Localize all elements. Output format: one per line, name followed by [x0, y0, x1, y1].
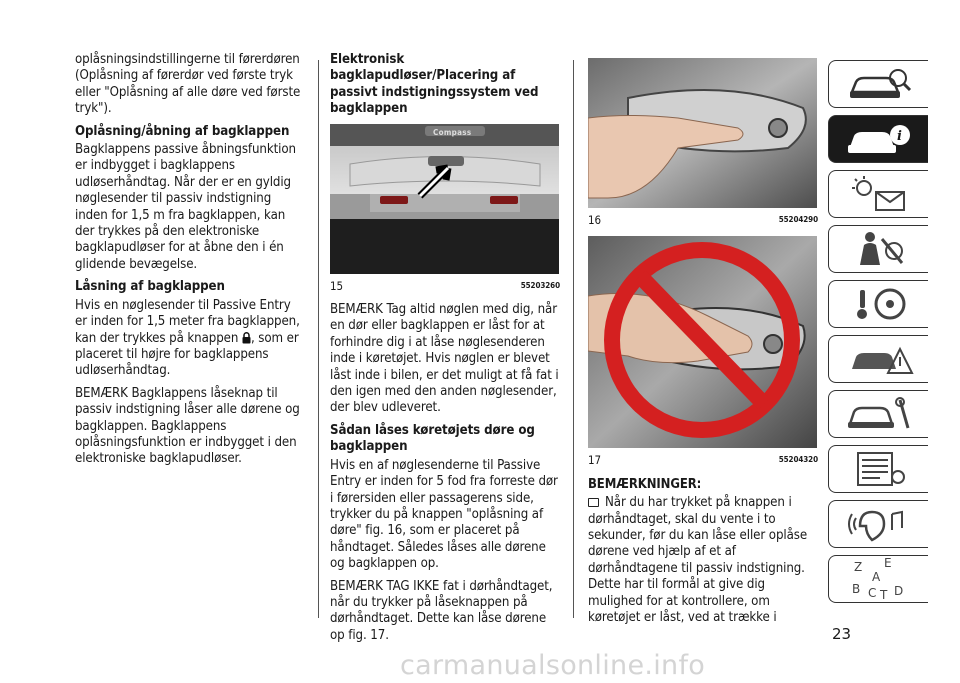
figure-16-caption — [588, 212, 818, 228]
watermark: carmanualsonline.info — [400, 650, 706, 681]
figure-code: 55204290 — [778, 215, 818, 224]
figure-17-caption — [588, 452, 818, 468]
bullet-icon — [588, 498, 599, 507]
car-info-icon — [844, 119, 914, 159]
multimedia-icon — [844, 504, 914, 544]
column-divider — [573, 60, 574, 618]
warning-lights-icon — [844, 174, 914, 214]
text-column-1 — [75, 52, 303, 474]
svg-text:A: A — [871, 570, 880, 584]
note-paragraph: BEMÆRK TAG IKKE fat i dørhåndtaget, når du trykker på låseknappen på dørhåndtaget. Dette kan låse dørene op fig. 17. — [330, 578, 553, 643]
svg-text:i: i — [896, 129, 902, 144]
text-column-3 — [588, 58, 818, 632]
paragraph: oplåsningsindstillingerne til førerdøren (Oplåsning af førerdør ved første tryk eller "Oplåsning af alle døre ved første tryk"). — [75, 52, 301, 117]
emergency-icon — [844, 339, 914, 379]
section-heading-tailgate-unlock: Oplåsning/åbning af bagklappen — [75, 123, 290, 139]
paragraph: Hvis en af nøglesenderne til Passive Entry er inden for 5 fod fra forreste dør i førersiden eller passagerens side, trykker du på knappen "oplåsning af døre" fig. 16, som er placeret på håndtaget. Således låses alle dørene og bagklappen op. — [330, 457, 558, 572]
text-span: Hvis en nøglesender til Passive Entry er inden for 1,5 meter fra bagklappen, kan der trykkes på knappen — [75, 297, 300, 346]
vehicle-badge: Compass — [433, 127, 472, 137]
tailgate-illustration — [330, 124, 559, 274]
svg-text:T: T — [879, 588, 887, 601]
text-span: Når du har trykket på knappen i dørhåndtaget, skal du vente i to sekunder, før du kan låse eller oplåse dørene ved hjælp af et af dørhåndtagene til passiv indstigning. Dette har til formål at give dig mulighed for at kontrollere, om køretøjet er låst, ved at trække i — [588, 495, 808, 626]
figure-15-caption — [330, 278, 560, 294]
tab-technical-data[interactable] — [828, 445, 928, 493]
column-divider — [318, 60, 319, 618]
figure-16-door-handle-image — [588, 58, 817, 208]
safety-icon — [844, 229, 914, 269]
driving-icon — [844, 284, 914, 324]
text-column-2 — [330, 52, 560, 650]
figure-code: 55203260 — [520, 280, 560, 290]
section-heading-tailgate-lock: Låsning af bagklappen — [75, 279, 225, 295]
tab-car-overview[interactable] — [828, 60, 928, 108]
svg-text:D: D — [893, 584, 903, 598]
paragraph: Bagklappens passive åbningsfunktion er indbygget i bagklappens udløserhåndtag. Når der er en gyldig nøglesender til passiv indstigning inden for 1,5 m fra bagklappen, kan der trykkes på den elektroniske bagklapudløser for at åbne den i én glidende bevægelse. — [75, 142, 296, 272]
car-overview-icon — [844, 64, 914, 104]
tab-emergency[interactable] — [828, 335, 928, 383]
lock-icon — [242, 332, 251, 344]
svg-text:C: C — [867, 586, 876, 600]
maintenance-icon — [844, 394, 914, 434]
paragraph — [75, 298, 303, 380]
tab-index[interactable] — [828, 555, 928, 603]
section-heading-lock-doors: Sådan låses køretøjets døre og bagklappen — [330, 422, 535, 455]
door-handle-grab-prohibited-illustration — [588, 236, 817, 448]
figure-code: 55204320 — [778, 455, 818, 465]
technical-data-icon — [844, 449, 914, 489]
page-number: 23 — [832, 625, 852, 643]
note-paragraph: BEMÆRK Bagklappens låseknap til passiv indstigning låser alle dørene og bagklappen. Bagklappens oplåsningsfunktion er indbygget i den elektroniske bagklapudløser. — [75, 385, 300, 467]
text-span: , som er placeret til højre for bagklappens udløserhåndtag. — [75, 330, 299, 379]
tab-warning-lights[interactable] — [828, 170, 928, 218]
figure-number: 17 — [588, 453, 601, 468]
figure-number: 15 — [330, 278, 343, 293]
tab-car-info[interactable] — [828, 115, 928, 163]
tab-safety[interactable] — [828, 225, 928, 273]
figure-15-tailgate-image — [330, 124, 559, 274]
figure-17-door-handle-prohibited-image — [588, 236, 817, 448]
svg-text:E: E — [883, 557, 892, 570]
section-heading-tailgate-release: Elektronisk bagklapudløser/Placering af passivt indstigningssystem ved bagklappen — [330, 52, 539, 117]
figure-number: 16 — [588, 213, 601, 227]
index-icon — [844, 557, 914, 601]
bullet-paragraph — [588, 495, 818, 626]
note-paragraph: BEMÆRK Tag altid nøglen med dig, når en dør eller bagklappen er låst for at forhindre dig i at låse nøglesenderen inde i køretøjet. Hvis nøglen er blevet låst inde i bilen, er det muligt at få fat i den igen med den anden nøglesender, der blev udleveret. — [330, 302, 559, 416]
door-handle-press-illustration — [588, 58, 817, 208]
tab-maintenance[interactable] — [828, 390, 928, 438]
tab-driving[interactable] — [828, 280, 928, 328]
notes-heading: BEMÆRKNINGER: — [588, 476, 702, 492]
svg-text:Z: Z — [853, 560, 862, 574]
svg-text:B: B — [851, 582, 860, 596]
tab-multimedia[interactable] — [828, 500, 928, 548]
